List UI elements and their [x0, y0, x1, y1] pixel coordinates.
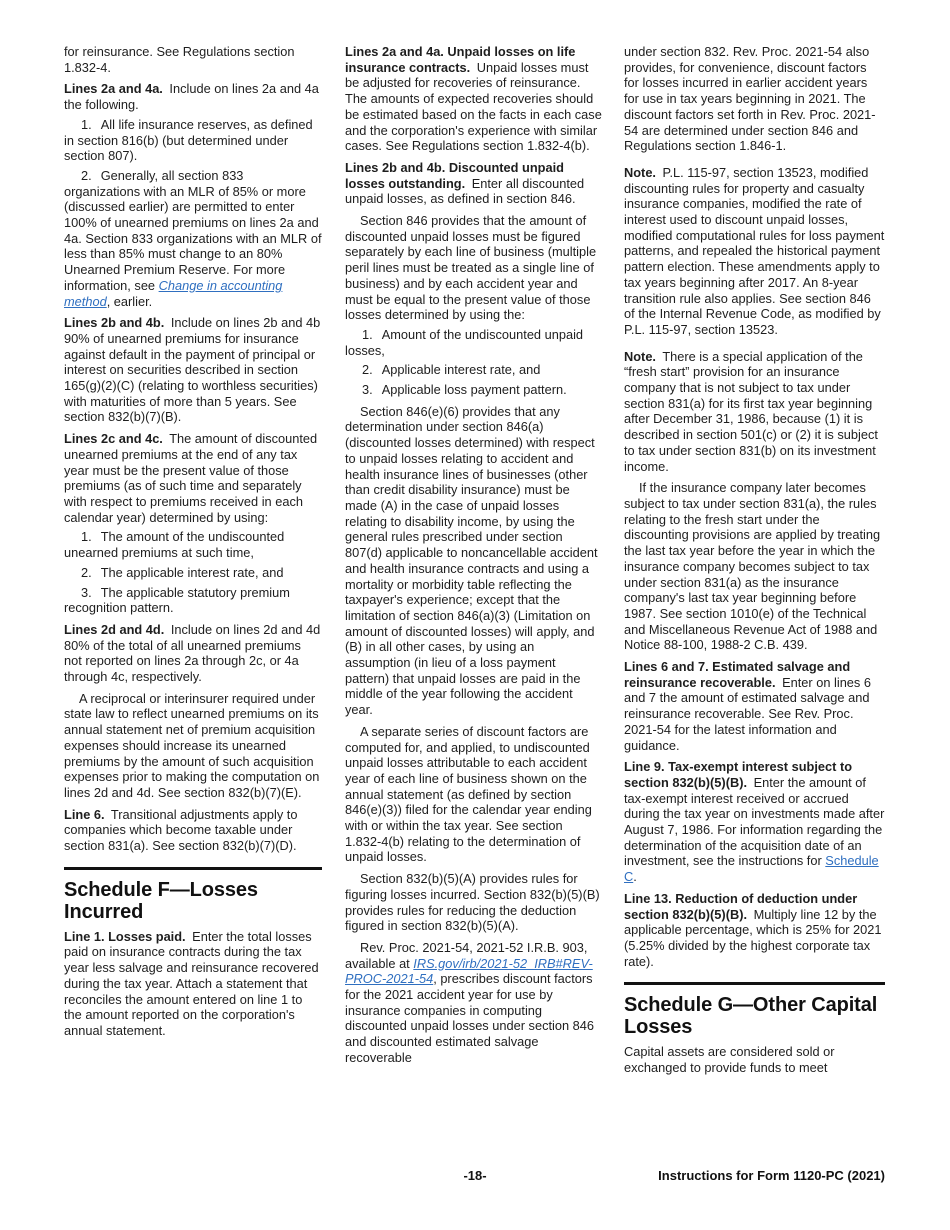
text-run: Generally, all section 833 organizations with an MLR of 85% or more (discussed earlier) are permitted to enter 100% of unearned premiums on lines 2a and 4a. Section 833 organizations with an MLR of less than 85% must change to an 80% Unearned Premium Reserve. For more information, see: [64, 167, 322, 293]
paragraph: [64, 81, 322, 112]
page-number: -18-: [463, 1168, 487, 1183]
paragraph: [64, 622, 322, 685]
section-divider-rule: [624, 982, 885, 985]
run-in-heading: Line 1. Losses paid.: [64, 928, 186, 944]
list-number: 2.: [81, 167, 92, 183]
run-in-heading: Lines 2a and 4a.: [64, 81, 163, 97]
column-left: [64, 44, 322, 1039]
text-run: Enter all discounted unpaid losses, as defined in section 846.: [345, 175, 585, 207]
paragraph: [624, 349, 885, 475]
text-run: , prescribes discount factors for the 2021 accident year for use by insurance companies in computing discounted unpaid losses under section 846 and discounted estimated salvage recoverable: [345, 971, 595, 1065]
text-run: Enter the total losses paid on insurance contracts during the tax year less salvage and reinsurance recovered during the tax year. Attach a statement that reconciles the amount entered on line 1 to the amount reported on the corporation's annual statement.: [64, 928, 319, 1038]
list-item: [345, 382, 602, 398]
list-item: [64, 529, 322, 560]
paragraph: [345, 940, 602, 1066]
text-run: All life insurance reserves, as defined in section 816(b) (but determined under section 807).: [64, 116, 313, 164]
text-run: , earlier.: [106, 293, 153, 309]
text-run: Capital assets are considered sold or exchanged to provide funds to meet: [624, 1044, 835, 1076]
paragraph: [624, 44, 885, 154]
run-in-heading: Lines 2c and 4c.: [64, 431, 163, 447]
text-run: Include on lines 2a and 4a the following.: [64, 81, 319, 113]
text-run: A separate series of discount factors are computed for, and applied, to undiscounted unpaid losses attributable to each accident year of each line of business shown on the annual statement (as defined by section 846(e)(3)) filed for the calendar year ending with or within the tax year. See section 1.832-4(b) relating to the determination of unpaid losses.: [345, 723, 592, 865]
column-right: [624, 44, 885, 1076]
paragraph: [624, 891, 885, 970]
section-title: Schedule F—Losses Incurred: [64, 878, 258, 923]
text-run: Applicable loss payment pattern.: [381, 382, 567, 398]
list-number: 1.: [81, 116, 92, 132]
paragraph: [64, 431, 322, 525]
column-middle: [345, 44, 602, 1066]
run-in-heading: Line 9. Tax-exempt interest subject to section 832(b)(5)(B).: [624, 759, 853, 790]
page-footer: [0, 1168, 950, 1188]
text-run: Transitional adjustments apply to companies which become taxable under section 831(a). See section 832(b)(7)(D).: [64, 806, 298, 854]
list-item: [64, 565, 322, 581]
run-in-heading: Lines 6 and 7. Estimated salvage and reinsurance recoverable.: [624, 659, 851, 690]
text-run: P.L. 115-97, section 13523, modified discounting rules for property and casualty insurance companies, modified the rate of interest used to discount unpaid losses, modified computational rules for loss payment patterns, and repealed the historical payment pattern election. These amendments apply to tax years beginning after 2017. An 8-year transition rule also applies. See section 846 of the Internal Revenue Code, as modified by P.L. 115-97, section 13523.: [624, 164, 885, 337]
text-run: Unpaid losses must be adjusted for recoveries of reinsurance. The amounts of expected recoveries should be estimated based on the facts in each case and the corporation's experience with similar cases. See Regulations section 1.832-4(b).: [345, 59, 602, 154]
paragraph: [624, 759, 885, 885]
text-run: The applicable statutory premium recognition pattern.: [64, 584, 290, 616]
list-number: 1.: [81, 529, 92, 545]
paragraph: [345, 44, 602, 154]
paragraph: [64, 44, 322, 75]
list-number: 2.: [362, 362, 373, 378]
text-run: .: [633, 869, 637, 885]
text-run: Amount of the undiscounted unpaid losses,: [345, 326, 584, 358]
text-run: Section 832(b)(5)(A) provides rules for figuring losses incurred. Section 832(b)(5)(B) provides rules for reducing the deduction figured in section 832(b)(5)(A).: [345, 871, 600, 934]
text-run: for reinsurance. See Regulations section 1.832-4.: [64, 44, 295, 75]
paragraph: [345, 213, 602, 323]
paragraph: [64, 315, 322, 425]
run-in-heading: Lines 2d and 4d.: [64, 621, 165, 637]
list-item: [64, 117, 322, 164]
run-in-heading: Lines 2b and 4b. Discounted unpaid losses outstanding.: [345, 159, 564, 191]
text-run: Applicable interest rate, and: [381, 362, 541, 378]
section-divider-rule: [64, 867, 322, 870]
text-run: under section 832. Rev. Proc. 2021-54 also provides, for convenience, discount factors for losses incurred in earlier accident years for use in tax years beginning in 2021. The discount factors set forth in Rev. Proc. 2021-54 are determined under section 846 and Regulations section 1.846-1.: [624, 44, 876, 154]
paragraph: [345, 871, 602, 934]
text-run: Section 846 provides that the amount of discounted unpaid losses must be figured separately by each line of business (multiple peril lines must be treated as a single line of business) and by each accident year and must be equal to the present value of those losses determined by using the:: [345, 213, 597, 323]
run-in-heading: Line 13. Reduction of deduction under section 832(b)(5)(B).: [624, 890, 858, 922]
paragraph: [345, 404, 602, 718]
footer-doc-title: Instructions for Form 1120-PC (2021): [658, 1168, 885, 1183]
text-run: Include on lines 2b and 4b 90% of unearned premiums for insurance against default in the payment of principal or interest on securities described in section 165(g)(2)(C) (relating to worthless securities) with maturities of more than 5 years. See section 832(b)(7)(B).: [64, 315, 321, 425]
list-number: 1.: [362, 326, 373, 342]
list-item: [345, 327, 602, 358]
run-in-heading: Note.: [624, 164, 656, 180]
run-in-heading: Note.: [624, 348, 656, 364]
paragraph: [624, 1044, 885, 1075]
paragraph: [624, 659, 885, 753]
section-title: Schedule G—Other Capital Losses: [624, 994, 878, 1039]
change-in-accounting-method-link[interactable]: Change in accounting method: [64, 277, 283, 309]
paragraph: [64, 807, 322, 854]
list-number: 3.: [362, 382, 373, 398]
run-in-heading: Lines 2a and 4a. Unpaid losses on life insurance contracts.: [345, 44, 576, 75]
text-run: Section 846(e)(6) provides that any determination under section 846(a) (discounted losses determined) with respect to unpaid losses relating to accident and health insurance lines of businesses (other than credit disability insurance) must be made (A) in the case of unpaid losses relating to disability income, by using the general rules prescribed under section 807(d) applicable to noncancellable accident and health insurance contracts and using a mortality or morbidity table reflecting the taxpayer's experience; except that the limitation of section 846(a)(3) (Limitation on amount of discounted losses) will apply, and (B) in all other cases, by using an assumption (in lieu of a loss payment pattern) that unpaid losses are paid in the middle of the year following the accident year.: [345, 403, 598, 718]
text-run: The amount of discounted unearned premiums at the end of any tax year must be the present value of those premiums (as of such time and separately with respect to premiums received in each calendar year) determined by using:: [64, 431, 318, 525]
list-item: [64, 168, 322, 309]
list-item: [345, 362, 602, 378]
paragraph: [624, 480, 885, 653]
text-run: The applicable interest rate, and: [100, 564, 284, 580]
paragraph: [345, 160, 602, 207]
text-run: If the insurance company later becomes subject to tax under section 831(a), the rules relating to the fresh start under the discounting provisions are applied by treating the last tax year before the year in which the insurance company becomes subject to tax under section 831(a) as the insurance company's last tax year beginning before 1987. See section 1010(e) of the Technical and Miscellaneous Revenue Act of 1988 and Notice 88-100, 1988-2 C.B. 439.: [624, 480, 881, 653]
paragraph: [345, 724, 602, 865]
text-run: A reciprocal or interinsurer required under state law to reflect unearned premiums on its annual statement net of premium acquisition expenses should increase its unearned premiums by the amount of such acquisition expenses prior to making the computation on lines 2d and 4d. See section 832(b)(7)(E).: [64, 690, 320, 800]
list-number: 2.: [81, 564, 92, 580]
schedule-c-link[interactable]: Schedule C: [624, 853, 879, 885]
text-run: Multiply line 12 by the applicable percentage, which is 25% for 2021 (5.25% divided by the highest corporate tax rate).: [624, 906, 882, 969]
rev-proc-2021-54-link[interactable]: IRS.gov/irb/2021-52_IRB#REV-PROC-2021-54: [345, 955, 593, 987]
text-run: Include on lines 2d and 4d 80% of the total of all unearned premiums not reported on lines 2a through 2c, or 4a through 4c, respectively.: [64, 621, 321, 685]
text-run: Enter the amount of tax-exempt interest received or accrued during the tax year on investments made after August 7, 1986. For information regarding the determination of the acquisition date of an investment, see the instructions for: [624, 774, 885, 869]
text-run: Rev. Proc. 2021-54, 2021-52 I.R.B. 903, available at: [345, 939, 588, 971]
text-run: Enter on lines 6 and 7 the amount of estimated salvage and reinsurance recoverable. See Rev. Proc. 2021-54 for the latest information and guidance.: [624, 674, 871, 753]
paragraph: [64, 929, 322, 1039]
paragraph: [624, 165, 885, 338]
run-in-heading: Line 6.: [64, 806, 105, 822]
list-number: 3.: [81, 584, 92, 600]
list-item: [64, 585, 322, 616]
run-in-heading: Lines 2b and 4b.: [64, 315, 165, 331]
text-run: The amount of the undiscounted unearned premiums at such time,: [64, 529, 285, 561]
paragraph: [64, 691, 322, 801]
text-run: There is a special application of the “fresh start” provision for an insurance company that is not subject to tax under section 831(a) for its first tax year beginning after December 31, 1986, because (1) it is described in section 501(c) or (2) it is subject to tax under section 831(b) on its investment income.: [624, 348, 878, 474]
